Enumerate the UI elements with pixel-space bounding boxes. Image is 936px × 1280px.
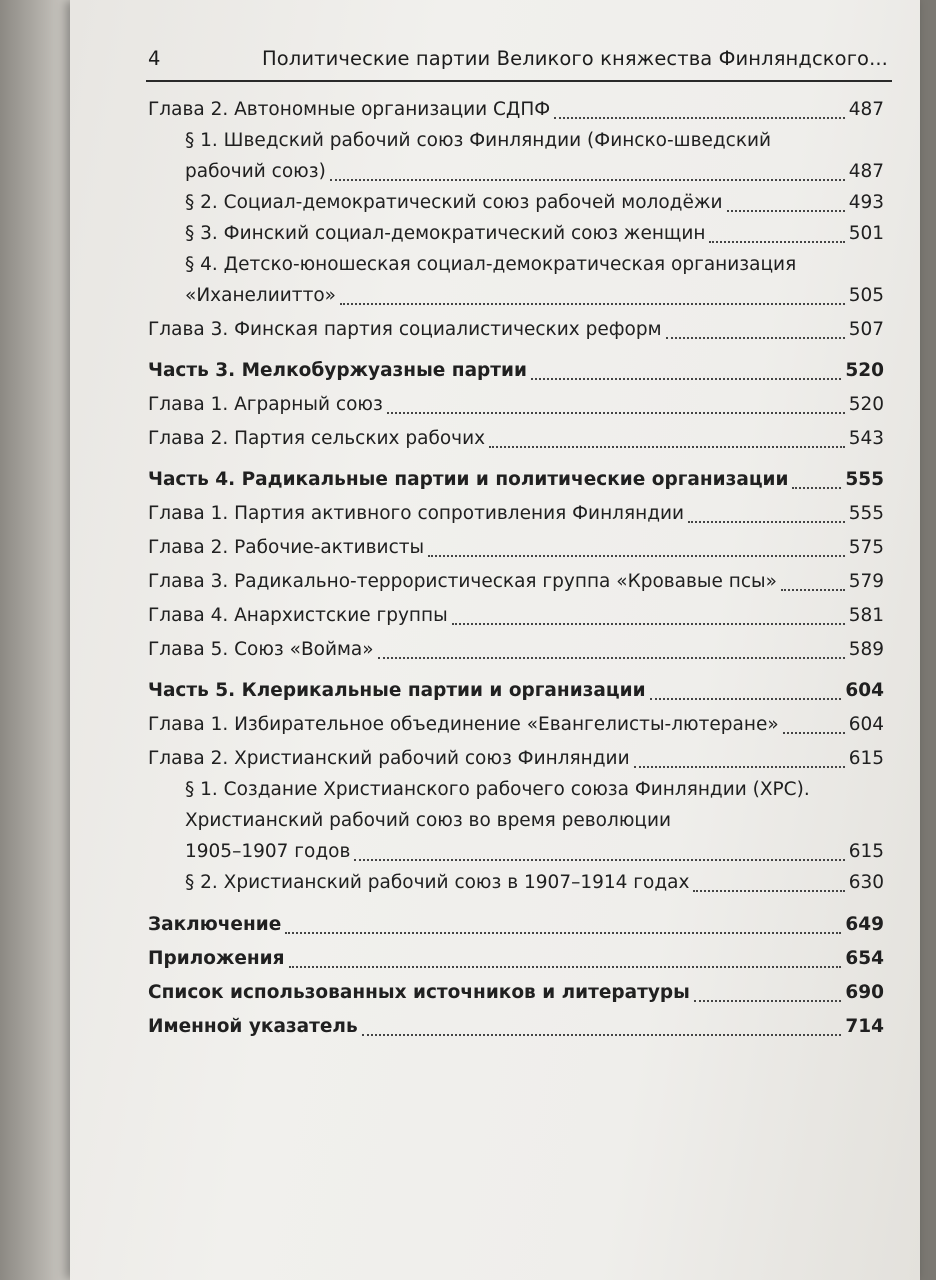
toc-entry-title: Глава 1. Избирательное объединение «Евангелисты-лютеране»	[148, 714, 779, 735]
page-number: 4	[148, 47, 161, 70]
toc-entry-title: Глава 4. Анархистские группы	[148, 605, 448, 626]
toc-entry-page: 604	[845, 680, 884, 701]
leader-dots	[727, 210, 845, 212]
toc-entry-line: § 4. Детско-юношеская социал-демократическая организация	[185, 254, 797, 275]
toc-entry-page: 507	[848, 319, 884, 340]
leader-dots	[554, 117, 844, 119]
toc-entry-page: 589	[848, 639, 884, 660]
leader-dots	[693, 890, 844, 892]
leader-dots	[694, 1000, 842, 1002]
toc-entry	[148, 498, 884, 529]
toc-part-entry	[148, 977, 884, 1008]
table-of-contents	[148, 94, 884, 1042]
toc-entry-page: 690	[845, 982, 884, 1003]
toc-entry-title: § 2. Социал-демократический союз рабочей молодёжи	[185, 192, 723, 213]
leader-dots	[452, 623, 845, 625]
leader-dots	[428, 555, 845, 557]
toc-entry	[148, 532, 884, 563]
toc-entry	[148, 743, 884, 774]
leader-dots	[387, 412, 845, 414]
toc-entry	[148, 280, 884, 311]
toc-entry-page: 581	[848, 605, 884, 626]
toc-entry-title: рабочий союз)	[185, 161, 326, 182]
toc-entry	[148, 156, 884, 187]
leader-dots	[378, 657, 845, 659]
toc-entry-title: Глава 2. Христианский рабочий союз Финляндии	[148, 748, 630, 769]
toc-entry	[148, 423, 884, 454]
toc-entry-title: Часть 5. Клерикальные партии и организации	[148, 680, 646, 701]
toc-part-entry	[148, 943, 884, 974]
toc-entry-title: Глава 5. Союз «Войма»	[148, 639, 374, 660]
book-spine-shadow	[0, 0, 70, 1280]
toc-entry-page: 575	[848, 537, 884, 558]
toc-entry	[148, 634, 884, 665]
toc-entry-title: Глава 1. Партия активного сопротивления Финляндии	[148, 503, 685, 524]
toc-entry-page: 714	[845, 1016, 884, 1037]
toc-entry	[148, 867, 884, 898]
leader-dots	[489, 446, 845, 448]
toc-entry-page: 520	[845, 360, 884, 381]
toc-entry-page: 487	[848, 99, 884, 120]
toc-entry-line: Христианский рабочий союз во время революции	[185, 810, 672, 831]
toc-entry	[148, 389, 884, 420]
leader-dots	[688, 521, 845, 523]
toc-entry-title: Глава 2. Автономные организации СДПФ	[148, 99, 551, 120]
toc-entry-page: 604	[848, 714, 884, 735]
toc-entry-title: Список использованных источников и литературы	[148, 982, 690, 1003]
toc-entry	[148, 187, 884, 218]
toc-entry-title: 1905–1907 годов	[185, 841, 351, 862]
toc-entry-title: Глава 3. Финская партия социалистических реформ	[148, 319, 662, 340]
toc-entry-page: 487	[848, 161, 884, 182]
toc-entry-page: 505	[848, 285, 884, 306]
toc-entry-title: Приложения	[148, 948, 285, 969]
toc-entry-page: 555	[845, 469, 884, 490]
toc-entry-line: § 1. Шведский рабочий союз Финляндии (Финско-шведский	[185, 130, 772, 151]
leader-dots	[650, 698, 842, 700]
toc-entry-page: 654	[845, 948, 884, 969]
toc-entry	[148, 314, 884, 345]
leader-dots	[792, 487, 841, 489]
toc-part-entry	[148, 1011, 884, 1042]
leader-dots	[783, 732, 845, 734]
toc-entry	[148, 600, 884, 631]
leader-dots	[330, 179, 845, 181]
toc-part-entry	[148, 675, 884, 706]
toc-part-entry	[148, 909, 884, 940]
toc-entry-title: Глава 3. Радикально-террористическая группа «Кровавые псы»	[148, 571, 777, 592]
toc-entry-page: 520	[848, 394, 884, 415]
toc-part-entry	[148, 355, 884, 386]
toc-entry-page: 615	[848, 748, 884, 769]
leader-dots	[781, 589, 845, 591]
toc-entry-page: 493	[848, 192, 884, 213]
toc-entry-page: 649	[845, 914, 884, 935]
toc-entry	[148, 94, 884, 125]
header-rule	[146, 80, 892, 82]
running-title: Политические партии Великого княжества Финляндского...	[261, 47, 888, 70]
toc-entry-title: «Иханелиитто»	[185, 285, 336, 306]
toc-entry-title: Часть 3. Мелкобуржуазные партии	[148, 360, 527, 381]
toc-entry-page: 615	[848, 841, 884, 862]
toc-entry-title: Глава 2. Рабочие-активисты	[148, 537, 425, 558]
toc-entry-line: § 1. Создание Христианского рабочего союза Финляндии (ХРС).	[185, 779, 810, 800]
toc-entry-page: 543	[848, 428, 884, 449]
leader-dots	[634, 766, 845, 768]
toc-entry-title: Глава 1. Аграрный союз	[148, 394, 383, 415]
running-header	[148, 44, 888, 76]
toc-part-entry	[148, 464, 884, 495]
leader-dots	[285, 932, 841, 934]
leader-dots	[531, 378, 841, 380]
toc-entry-title: Глава 2. Партия сельских рабочих	[148, 428, 486, 449]
leader-dots	[340, 303, 845, 305]
toc-entry-page: 555	[848, 503, 884, 524]
toc-entry-title: Часть 4. Радикальные партии и политические организации	[148, 469, 789, 490]
toc-entry-page: 579	[848, 571, 884, 592]
toc-entry	[148, 566, 884, 597]
toc-entry-page: 630	[848, 872, 884, 893]
toc-entry-title: Именной указатель	[148, 1016, 358, 1037]
leader-dots	[289, 966, 842, 968]
toc-entry-title: § 3. Финский социал-демократический союз женщин	[185, 223, 706, 244]
toc-entry-page: 501	[848, 223, 884, 244]
leader-dots	[709, 241, 844, 243]
toc-entry	[148, 709, 884, 740]
leader-dots	[666, 337, 845, 339]
toc-entry-title: § 2. Христианский рабочий союз в 1907–1914 годах	[185, 872, 690, 893]
toc-entry-title: Заключение	[148, 914, 282, 935]
leader-dots	[354, 859, 844, 861]
leader-dots	[362, 1034, 842, 1036]
toc-entry	[148, 218, 884, 249]
toc-entry	[148, 836, 884, 867]
